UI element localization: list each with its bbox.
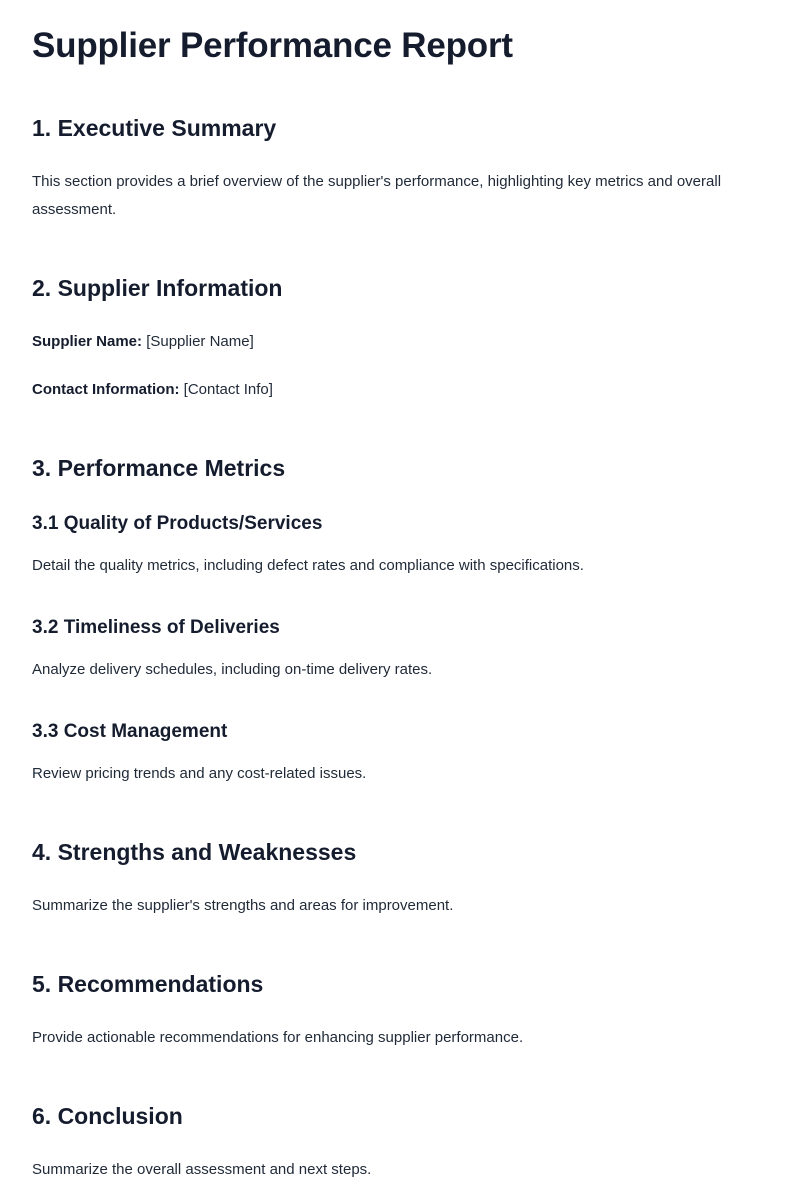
subsection-heading-cost: 3.3 Cost Management	[32, 721, 228, 742]
section-heading-executive-summary: 1. Executive Summary	[32, 115, 277, 141]
supplier-name-value: [Supplier Name]	[146, 333, 254, 350]
strengths-weaknesses-text: Summarize the supplier's strengths and areas for improvement.	[32, 897, 454, 914]
section-heading-strengths-weaknesses: 4. Strengths and Weaknesses	[32, 839, 357, 865]
subsection-heading-timeliness: 3.2 Timeliness of Deliveries	[32, 617, 280, 638]
executive-summary-text: This section provides a brief overview of the supplier's performance, highlighting key metrics and overall assessment.	[32, 173, 722, 218]
timeliness-text: Analyze delivery schedules, including on-time delivery rates.	[32, 661, 433, 678]
quality-text: Detail the quality metrics, including defect rates and compliance with specifications.	[32, 557, 584, 574]
cost-text: Review pricing trends and any cost-related issues.	[32, 765, 367, 782]
section-heading-supplier-information: 2. Supplier Information	[32, 275, 283, 301]
section-heading-performance-metrics: 3. Performance Metrics	[32, 455, 286, 481]
contact-information-line	[32, 376, 273, 404]
supplier-name-line	[32, 328, 254, 356]
recommendations-text: Provide actionable recommendations for enhancing supplier performance.	[32, 1029, 524, 1046]
contact-information-value: [Contact Info]	[183, 381, 273, 398]
section-heading-conclusion: 6. Conclusion	[32, 1103, 183, 1129]
supplier-name-label: Supplier Name:	[32, 333, 143, 350]
page-title: Supplier Performance Report	[32, 26, 513, 65]
contact-information-label: Contact Information:	[32, 381, 180, 398]
conclusion-text: Summarize the overall assessment and next steps.	[32, 1161, 372, 1178]
section-heading-recommendations: 5. Recommendations	[32, 971, 264, 997]
subsection-heading-quality: 3.1 Quality of Products/Services	[32, 513, 323, 534]
